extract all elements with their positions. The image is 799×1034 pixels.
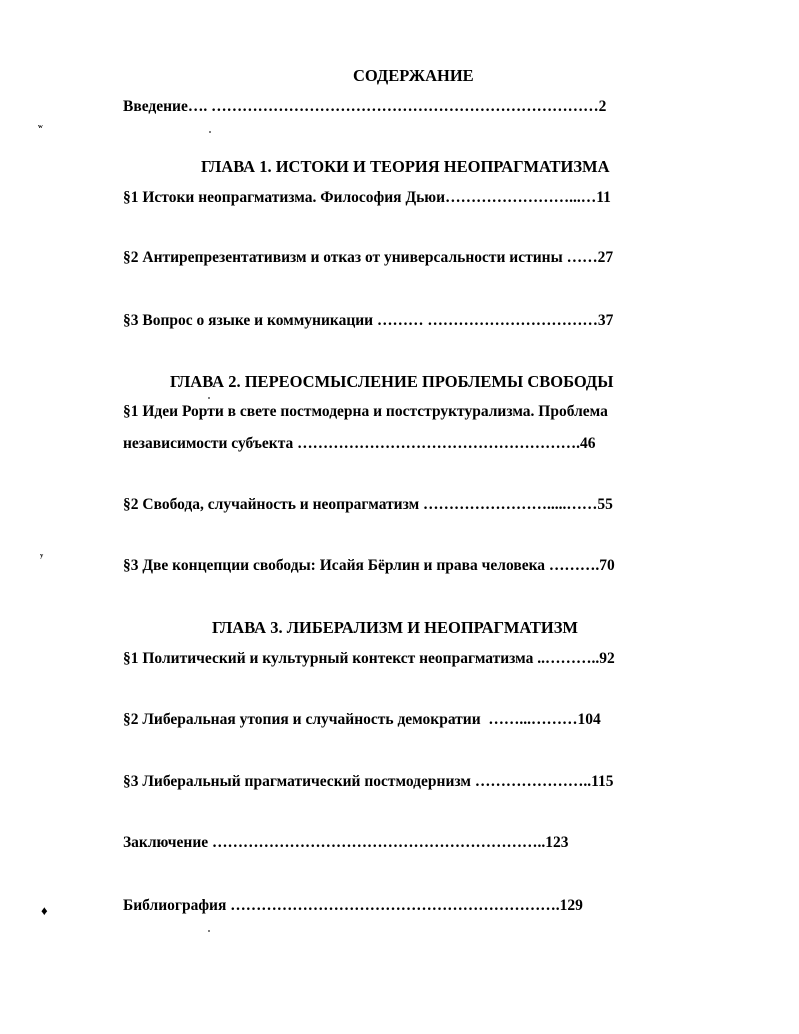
chapter-2-heading: ГЛАВА 2. ПЕРЕОСМЫСЛЕНИЕ ПРОБЛЕМЫ СВОБОДЫ bbox=[170, 372, 614, 391]
toc-entry-ch3-s1: §1 Политический и культурный контекст неопрагматизма ..………..92 bbox=[123, 650, 615, 667]
toc-entry-ch2-s3: §3 Две концепции свободы: Исайя Бёрлин и права человека ……….70 bbox=[123, 557, 615, 574]
toc-entry-introduction: Введение…. …………………………………………………………………2 bbox=[123, 98, 607, 115]
toc-entry-bibliography: Библиография ……………………………………………………….129 bbox=[123, 897, 583, 914]
scan-dot bbox=[208, 930, 210, 932]
contents-title: СОДЕРЖАНИЕ bbox=[353, 66, 474, 85]
toc-entry-conclusion: Заключение ………………………………………………………..123 bbox=[123, 834, 569, 851]
toc-entry-ch1-s2: §2 Антирепрезентативизм и отказ от универсальности истины ……27 bbox=[123, 249, 614, 266]
scan-dot bbox=[209, 131, 211, 133]
toc-entry-ch1-s1: §1 Истоки неопрагматизма. Философия Дьюи……………………...…11 bbox=[123, 189, 611, 206]
toc-entry-ch3-s3: §3 Либеральный прагматический постмодернизм …………………..115 bbox=[123, 773, 614, 790]
toc-entry-ch2-s1-line2: независимости субъекта ……………………………………………….46 bbox=[123, 435, 596, 452]
toc-entry-ch2-s2: §2 Свобода, случайность и неопрагматизм …………………….....……55 bbox=[123, 496, 613, 513]
toc-entry-ch1-s3: §3 Вопрос о языке и коммуникации ……… ……………………………37 bbox=[123, 312, 614, 329]
scan-mark: ʷ bbox=[38, 122, 43, 134]
scan-mark: ʸ bbox=[40, 551, 44, 563]
scan-mark: ♦ bbox=[41, 903, 48, 918]
scan-dot bbox=[208, 397, 210, 399]
toc-entry-ch3-s2: §2 Либеральная утопия и случайность демократии ……...………104 bbox=[123, 711, 601, 728]
chapter-3-heading: ГЛАВА 3. ЛИБЕРАЛИЗМ И НЕОПРАГМАТИЗМ bbox=[212, 618, 578, 637]
toc-entry-ch2-s1-line1: §1 Идеи Рорти в свете постмодерна и постструктурализма. Проблема bbox=[123, 403, 608, 420]
chapter-1-heading: ГЛАВА 1. ИСТОКИ И ТЕОРИЯ НЕОПРАГМАТИЗМА bbox=[201, 157, 610, 176]
